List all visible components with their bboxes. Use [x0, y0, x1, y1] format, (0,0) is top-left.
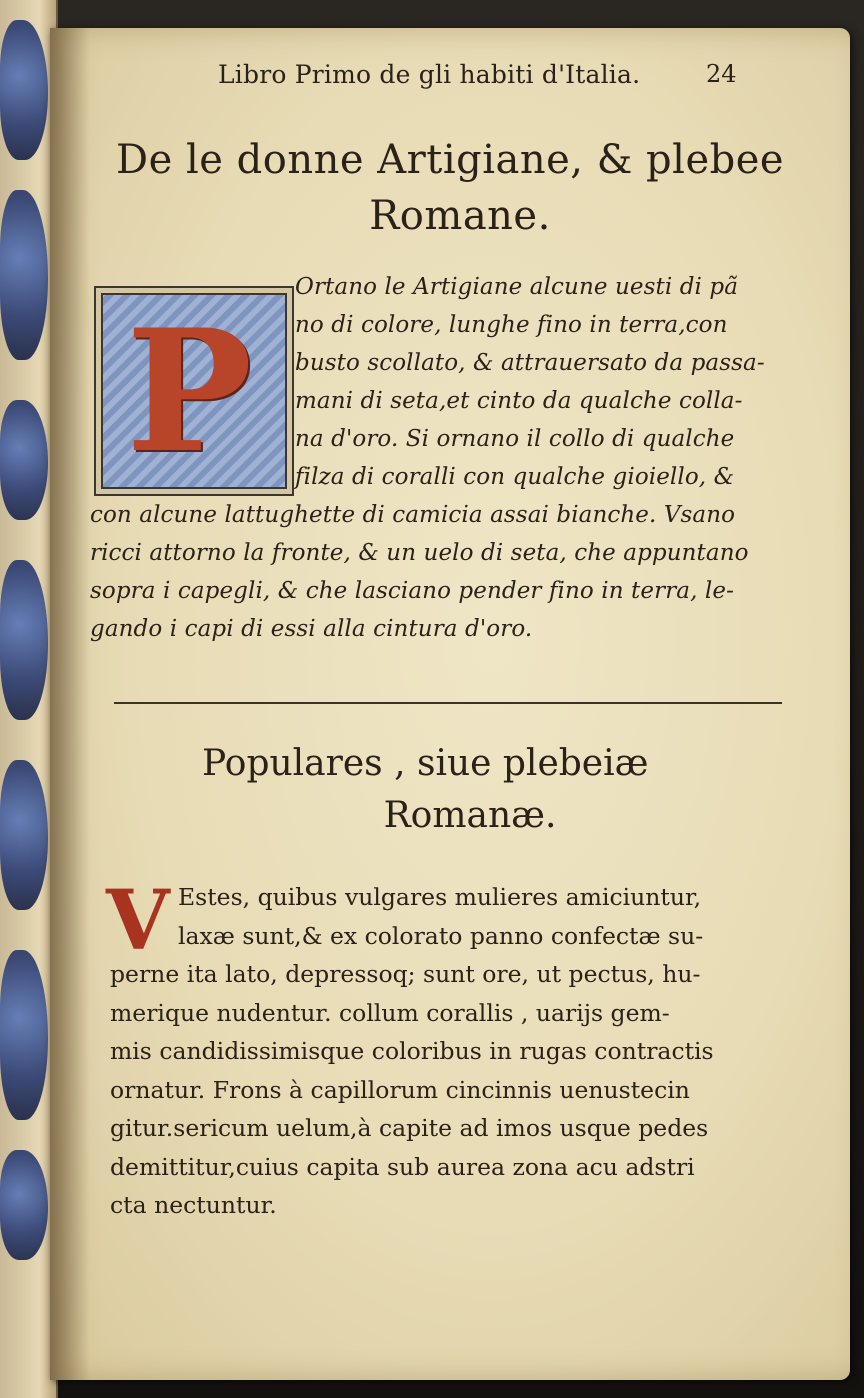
text-line: perne ita lato, depressoq; sunt ore, ut pectus, hu-: [110, 960, 701, 988]
heading-line: De le donne Artigiane, & plebee: [116, 137, 785, 183]
ornament-decoration: [0, 190, 48, 360]
text-line: merique nudentur. collum corallis , uarijs gem-: [110, 998, 670, 1027]
text-line: demittitur,cuius capita sub aurea zona acu adstri: [110, 1152, 695, 1181]
text-line: mani di seta,et cinto da qualche colla-: [295, 388, 743, 414]
book-page: [50, 28, 850, 1380]
section-heading-latin: [150, 738, 790, 842]
ornament-decoration: [0, 1150, 48, 1260]
running-head: [50, 60, 850, 100]
page-number: 24: [706, 60, 737, 88]
italian-text-block: [90, 268, 810, 648]
latin-text-block: [110, 878, 830, 1225]
section-divider: [114, 702, 782, 704]
text-line: ornatur. Frons à capillorum cincinnis uenustecin: [110, 1075, 690, 1104]
running-title: Libro Primo de gli habiti d'Italia.: [218, 60, 641, 89]
text-line: Ortano le Artigiane alcune uesti di pã: [295, 274, 739, 300]
text-line: con alcune lattughette di camicia assai bianche. Vsano: [90, 502, 736, 528]
text-line: na d'oro. Si ornano il collo di qualche: [295, 426, 735, 452]
text-line: gitur.sericum uelum,à capite ad imos usque pedes: [110, 1114, 709, 1142]
heading-line: Romanæ.: [383, 795, 557, 836]
ornament-decoration: [0, 20, 48, 160]
heading-line: Populares , siue plebeiæ: [202, 743, 649, 784]
text-line: cta nectuntur.: [110, 1191, 277, 1219]
text-line: busto scollato, & attrauersato da passa-: [295, 350, 765, 376]
text-line: mis candidissimisque coloribus in rugas contractis: [110, 1037, 714, 1065]
text-line: no di colore, lunghe fino in terra,con: [295, 312, 728, 338]
text-line: ricci attorno la fronte, & un uelo di seta, che appuntano: [90, 540, 749, 566]
heading-line: Romane.: [369, 193, 551, 239]
section-heading-italian: [110, 132, 810, 244]
ornament-decoration: [0, 950, 48, 1120]
text-line: laxæ sunt,& ex colorato panno confectæ su-: [178, 921, 704, 950]
text-line: Estes, quibus vulgares mulieres amiciuntur,: [178, 883, 702, 911]
initial-letter: P: [126, 292, 253, 490]
decorated-initial-v: V: [106, 873, 170, 969]
text-line: filza di coralli con qualche gioiello, &: [295, 464, 735, 490]
text-line: sopra i capegli, & che lasciano pender fino in terra, le-: [90, 578, 734, 604]
ornament-decoration: [0, 560, 48, 720]
ornament-decoration: [0, 760, 48, 910]
ornament-decoration: [0, 400, 48, 520]
text-line: gando i capi di essi alla cintura d'oro.: [90, 616, 533, 642]
